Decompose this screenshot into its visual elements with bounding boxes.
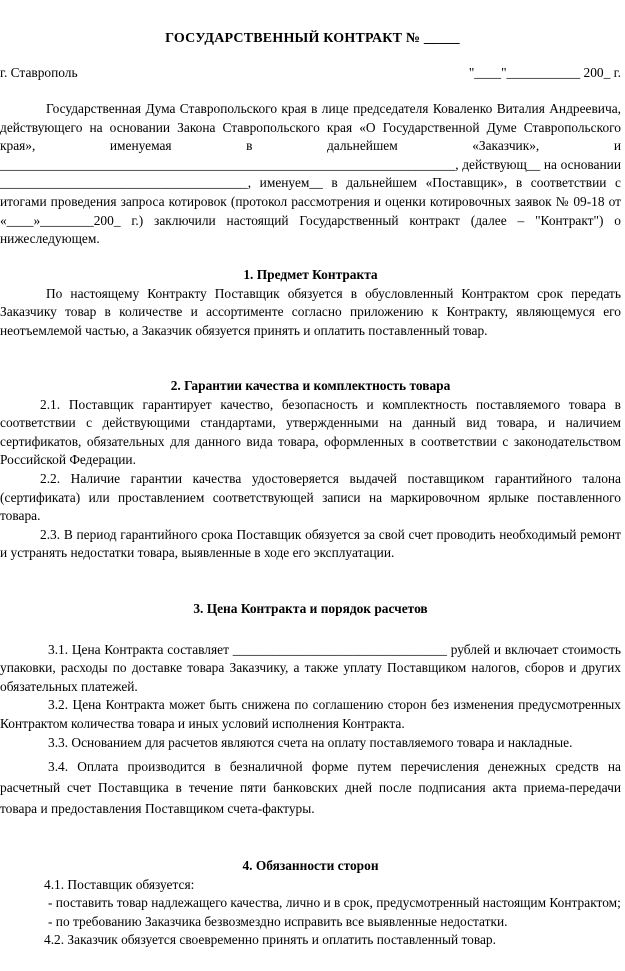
preamble-paragraph: Государственная Дума Ставропольского края в лице председателя Коваленко Виталия Андреевича, действующего на основании Закона Ставропольского края «О Государственной Думе Ставропольского края», именуемая в дальнейшем «Заказчик», и ____________________________________________________________________, действующ__ на основании _____________________________________, именуем__ в дальнейшем «Поставщик», в соответствии с итогами проведения запроса котировок (протокол рассмотрения и оценки котировочных заявок № 09-18 от «____»________200_ г.) заключили настоящий Государственный контракт (далее – "Контракт") о нижеследующем. — [0, 101, 621, 247]
section-paragraph: 2.2. Наличие гарантии качества удостоверяется выдачей поставщиком гарантийного талона (сертификата) или проставлением соответствующей записи на маркировочном ярлыке поставленного товара. — [0, 470, 621, 524]
section-paragraph: По настоящему Контракту Поставщик обязуется в обусловленный Контрактом срок передать Заказчику товар в количестве и ассортименте согласно приложению к Контракту, являющемуся его неотъемлемой частью, а Заказчик обязуется принять и оплатить поставленный товар. — [0, 285, 621, 338]
section-paragraph: 4.1. Поставщик обязуется: — [44, 876, 195, 892]
section-heading: 2. Гарантии качества и комплектность товара — [170, 378, 451, 393]
section-paragraph: - поставить товар надлежащего качества, лично и в срок, предусмотренный настоящим Контрактом; — [48, 895, 621, 911]
contract-title: ГОСУДАРСТВЕННЫЙ КОНТРАКТ № _____ — [165, 31, 460, 46]
section-paragraph: 4.2. Заказчик обязуется своевременно принять и оплатить поставленный товар. — [44, 932, 496, 948]
section-2 — [0, 377, 621, 563]
section-heading: 4. Обязанности сторон — [242, 858, 379, 873]
section-paragraph: 2.3. В период гарантийного срока Поставщик обязуется за свой счет проводить необходимый ремонт и устранять недостатки товара, выявленные в ходе его эксплуатации. — [0, 526, 621, 561]
section-3 — [0, 600, 621, 819]
section-4 — [0, 857, 621, 950]
section-paragraph: 3.2. Цена Контракта может быть снижена по соглашению сторон без изменения предусмотренных Контрактом количества товара и иных условий исполнения Контракта. — [0, 697, 621, 731]
section-paragraph: 3.3. Основанием для расчетов являются счета на оплату поставляемого товара и накладные. — [48, 734, 573, 750]
section-1 — [0, 266, 621, 340]
city: г. Ставрополь — [0, 65, 78, 80]
section-paragraph: 3.1. Цена Контракта составляет ________________________________ рублей и включает стоимость упаковки, расходы по доставке товара Заказчику, а также уплату Поставщиком налогов, сборов и других обязательных платежей. — [0, 641, 621, 694]
section-paragraph: - по требованию Заказчика безвозмездно исправить все выявленные недостатки. — [48, 913, 508, 929]
preamble — [0, 100, 621, 249]
city-date-line — [0, 64, 621, 83]
section-paragraph: 2.1. Поставщик гарантирует качество, безопасность и комплектность поставляемого товара в соответствии с действующими стандартами, утвержденными на данный вид товара, и наличием сертификатов, обязательных для данного вида товара, оформленных в соответствии с законодательством Российской Федерации. — [0, 396, 621, 468]
section-heading: 1. Предмет Контракта — [243, 267, 378, 282]
section-heading: 3. Цена Контракта и порядок расчетов — [193, 601, 428, 616]
contract-date: "____"___________ 200_ г. — [468, 65, 621, 80]
section-paragraph: 3.4. Оплата производится в безналичной форме путем перечисления денежных средств на расчетный счет Поставщика в течение пяти банковских дней после подписания акта приема-передачи товара и предоставления Поставщиком счета-фактуры. — [0, 759, 621, 817]
